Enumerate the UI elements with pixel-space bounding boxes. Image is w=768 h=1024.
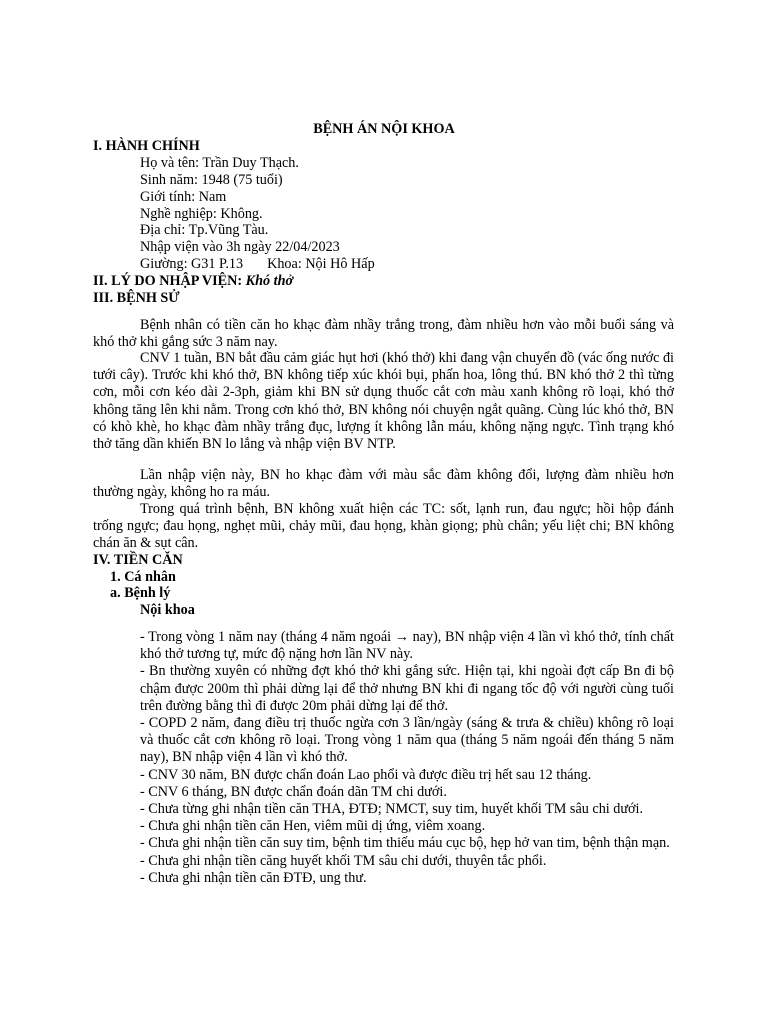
heading-history: III. BỆNH SỬ [93, 290, 180, 306]
list-item: - Chưa ghi nhận tiền căn Hen, viêm mũi dị ứng, viêm xoang. [140, 818, 486, 835]
patient-bed-dept [140, 256, 375, 273]
list-item: - Chưa ghi nhận tiền căng huyết khối TM sâu chi dưới, thuyên tắc phổi. [140, 852, 547, 869]
list-item: - Bn thường xuyên có những đợt khó thở khi gắng sức. Hiện tại, khi ngoài đợt cấp Bn đi bộ chậm được 200m thì phải dừng lại để thở nhưng BN khi đi ngang tốc độ với người cùng tuổi trên đường bằng thì đi được 20m phải dừng lại để thở. [140, 663, 674, 714]
patient-department: Khoa: Nội Hô Hấp [267, 256, 375, 272]
heading-reason [93, 273, 293, 290]
patient-address: Địa chỉ: Tp.Vũng Tàu. [140, 222, 269, 238]
heading-past-history: IV. TIỀN CĂN [93, 552, 183, 568]
patient-name: Họ và tên: Trần Duy Thạch. [140, 155, 299, 171]
document-title: BỆNH ÁN NỘI KHOA [313, 121, 455, 137]
patient-gender: Giới tính: Nam [140, 189, 227, 205]
list-item: - Chưa ghi nhận tiền căn suy tim, bệnh tim thiếu máu cục bộ, hẹp hở van tim, bệnh thận mạn. [140, 835, 670, 852]
history-paragraph-3: Lần nhập viện này, BN ho khạc đàm với màu sắc đàm không đổi, lượng đàm nhiều hơn thường ngày, không ho ra máu. [93, 467, 674, 501]
medical-history-list [140, 629, 674, 887]
patient-birth: Sinh năm: 1948 (75 tuổi) [140, 172, 283, 188]
admission-reason: Khó thở [245, 273, 294, 289]
patient-admission: Nhập viện vào 3h ngày 22/04/2023 [140, 239, 340, 255]
list-item: - Trong vòng 1 năm nay (tháng 4 năm ngoái → nay), BN nhập viện 4 lần vì khó thở, tính chất khó thở tương tự, mức độ nặng hơn lần NV này. [140, 629, 674, 663]
subheading-disease: a. Bệnh lý [110, 585, 171, 601]
patient-job: Nghề nghiệp: Không. [140, 206, 263, 222]
patient-bed: Giường: G31 P.13 [140, 256, 244, 272]
list-item: - COPD 2 năm, đang điều trị thuốc ngừa cơn 3 lần/ngày (sáng & trưa & chiều) không rõ loại và thuốc cắt cơn không rõ loại. Trong vòng 1 năm qua (tháng 5 năm ngoái đến tháng 5 năm nay), BN nhập viện 4 lần vì khó thở. [140, 715, 674, 766]
subheading-internal-medicine: Nội khoa [140, 602, 195, 618]
history-paragraph-4: Trong quá trình bệnh, BN không xuất hiện các TC: sốt, lạnh run, đau ngực; hồi hộp đánh trống ngực; đau họng, nghẹt mũi, chảy mũi, đau họng, khàn giọng; phù chân; yếu liệt chi; BN không chán ăn & sụt cân. [93, 501, 674, 552]
list-item: - Chưa ghi nhận tiền căn ĐTĐ, ung thư. [140, 869, 367, 886]
subheading-personal: 1. Cá nhân [110, 569, 176, 585]
history-paragraph-1: Bệnh nhân có tiền căn ho khạc đàm nhầy trắng trong, đàm nhiều hơn vào mỗi buổi sáng và khó thở khi gắng sức 3 năm nay. [93, 317, 674, 351]
heading-reason-label: II. LÝ DO NHẬP VIỆN: [93, 273, 243, 289]
list-item: - CNV 30 năm, BN được chẩn đoán Lao phổi và được điều trị hết sau 12 tháng. [140, 766, 592, 783]
list-item: - CNV 6 tháng, BN được chẩn đoán dãn TM chi dưới. [140, 783, 447, 800]
list-item: - Chưa từng ghi nhận tiền căn THA, ĐTĐ; NMCT, suy tim, huyết khối TM sâu chi dưới. [140, 801, 644, 818]
heading-administrative: I. HÀNH CHÍNH [93, 138, 200, 154]
history-paragraph-2: CNV 1 tuần, BN bắt đầu cảm giác hụt hơi (khó thở) khi đang vận chuyển đồ (vác ống nước đi tưới cây). Trước khi khó thở, BN không tiếp xúc khói bụi, phấn hoa, lông thú. BN khó thở 2 thì từng cơn, mỗi cơn kéo dài 2-3ph, giảm khi BN sử dụng thuốc cắt cơn màu xanh không rõ loại, khó thở không tăng lên khi nằm. Trong cơn khó thở, BN không nói chuyện ngắt quãng. Cùng lúc khó thở, BN có khò khè, ho khạc đàm nhầy trắng đục, lượng ít không lẫn máu, không nặng ngực. Tình trạng khó thở tăng dần khiến BN lo lắng và nhập viện BV NTP. [93, 350, 674, 453]
